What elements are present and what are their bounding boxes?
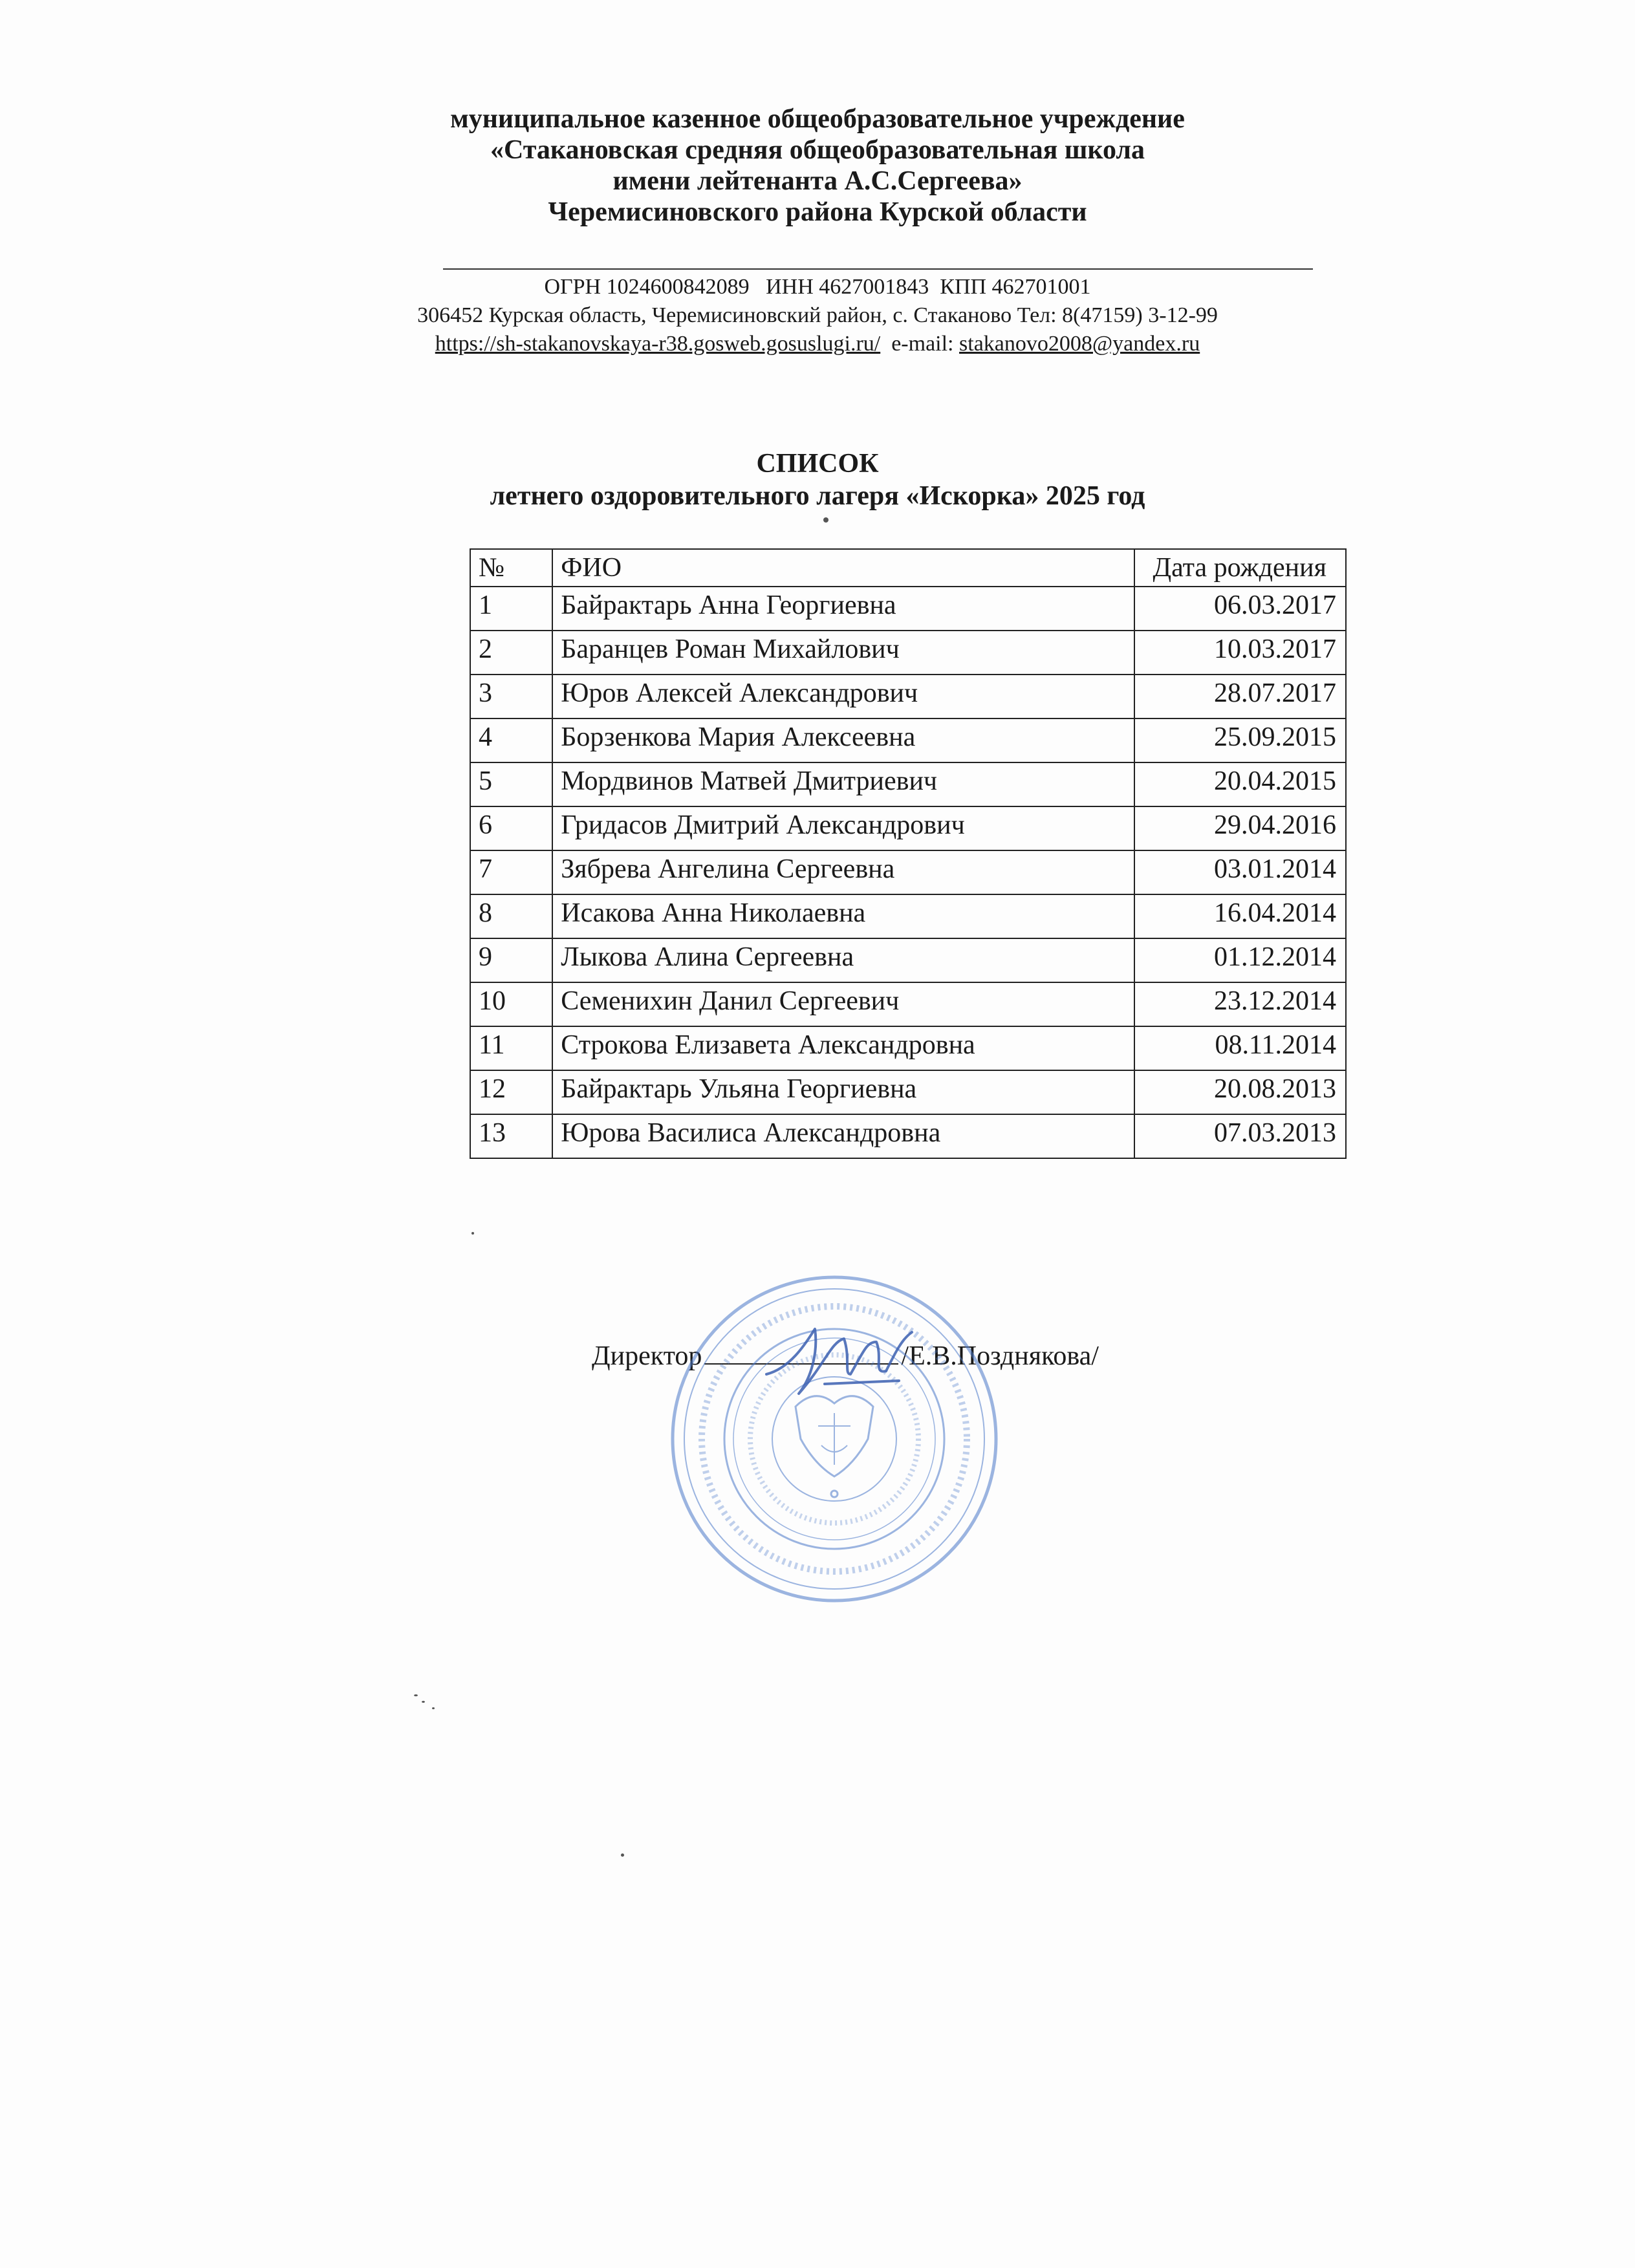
row-dob: 28.07.2017 (1134, 675, 1346, 718)
director-name: /Е.В.Позднякова/ (901, 1341, 1099, 1371)
table-row (470, 675, 1346, 718)
row-dob: 23.12.2014 (1134, 982, 1346, 1026)
row-number: 8 (470, 894, 552, 938)
row-dob: 06.03.2017 (1134, 587, 1346, 631)
row-number: 6 (470, 806, 552, 850)
row-name: Исакова Анна Николаевна (552, 894, 1134, 938)
row-number: 11 (470, 1026, 552, 1070)
institution-line: «Стакановская средняя общеобразовательная школа (490, 135, 1145, 165)
row-dob: 20.08.2013 (1134, 1070, 1346, 1114)
column-header-dob: Дата рождения (1134, 549, 1346, 587)
row-number: 13 (470, 1114, 552, 1158)
row-name: Семенихин Данил Сергеевич (552, 982, 1134, 1026)
row-name: Байрактарь Ульяна Георгиевна (552, 1070, 1134, 1114)
table-row (470, 1026, 1346, 1070)
row-number: 7 (470, 850, 552, 894)
header-divider (443, 268, 1313, 270)
email-label: e-mail: (891, 332, 954, 356)
row-name: Строкова Елизавета Александровна (552, 1026, 1134, 1070)
row-dob: 16.04.2014 (1134, 894, 1346, 938)
row-name: Юрова Василиса Александровна (552, 1114, 1134, 1158)
table-header-row (470, 549, 1346, 587)
row-name: Лыкова Алина Сергеевна (552, 938, 1134, 982)
row-number: 1 (470, 587, 552, 631)
table-row (470, 631, 1346, 675)
scan-speck (414, 1694, 418, 1696)
director-title: Директор (592, 1341, 702, 1371)
row-dob: 01.12.2014 (1134, 938, 1346, 982)
row-dob: 20.04.2015 (1134, 762, 1346, 806)
row-name: Баранцев Роман Михайлович (552, 631, 1134, 675)
row-dob: 03.01.2014 (1134, 850, 1346, 894)
table-row (470, 1070, 1346, 1114)
address-line: 306452 Курская область, Черемисиновский район, с. Стаканово Тел: 8(47159) 3-12-99 (417, 303, 1218, 327)
table-row (470, 587, 1346, 631)
row-name: Юров Алексей Александрович (552, 675, 1134, 718)
row-name: Борзенкова Мария Алексеевна (552, 718, 1134, 762)
row-dob: 07.03.2013 (1134, 1114, 1346, 1158)
scan-speck (621, 1853, 624, 1857)
table-row (470, 938, 1346, 982)
table-row (470, 806, 1346, 850)
table-row (470, 894, 1346, 938)
camp-list-table (470, 548, 1347, 1159)
table-row (470, 982, 1346, 1026)
table-row (470, 1114, 1346, 1158)
row-number: 9 (470, 938, 552, 982)
institution-line: муниципальное казенное общеобразовательное учреждение (450, 104, 1185, 134)
institution-header (0, 103, 1635, 228)
row-number: 2 (470, 631, 552, 675)
title-main: СПИСОК (756, 449, 879, 479)
email-link[interactable]: stakanovo2008@yandex.ru (959, 332, 1200, 356)
website-link[interactable]: https://sh-stakanovskaya-r38.gosweb.gosuslugi.ru/ (435, 332, 881, 356)
requisites-line: ОГРН 1024600842089 ИНН 4627001843 КПП 462701001 (544, 275, 1091, 299)
row-name: Зябрева Ангелина Сергеевна (552, 850, 1134, 894)
column-header-number: № (470, 549, 552, 587)
row-name: Мордвинов Матвей Дмитриевич (552, 762, 1134, 806)
scan-speck (432, 1707, 435, 1709)
institution-requisites (0, 273, 1635, 358)
row-dob: 29.04.2016 (1134, 806, 1346, 850)
column-header-name: ФИО (552, 549, 1134, 587)
row-dob: 08.11.2014 (1134, 1026, 1346, 1070)
row-name: Байрактарь Анна Георгиевна (552, 587, 1134, 631)
row-number: 10 (470, 982, 552, 1026)
title-subtitle: летнего оздоровительного лагеря «Искорка» 2025 год (490, 481, 1145, 511)
row-dob: 10.03.2017 (1134, 631, 1346, 675)
scan-speck (471, 1232, 474, 1235)
table-row (470, 850, 1346, 894)
contacts-line (0, 330, 1635, 358)
institution-line: Черемисиновского района Курской области (548, 197, 1087, 227)
row-dob: 25.09.2015 (1134, 718, 1346, 762)
table-row (470, 718, 1346, 762)
row-number: 5 (470, 762, 552, 806)
director-signature (753, 1313, 928, 1403)
row-number: 12 (470, 1070, 552, 1114)
row-number: 3 (470, 675, 552, 718)
document-title (0, 448, 1635, 512)
row-number: 4 (470, 718, 552, 762)
institution-line: имени лейтенанта А.С.Сергеева» (612, 166, 1023, 196)
table-row (470, 762, 1346, 806)
scan-speck (823, 517, 828, 523)
scan-speck (422, 1701, 425, 1703)
row-name: Гридасов Дмитрий Александрович (552, 806, 1134, 850)
table-body (470, 587, 1346, 1158)
